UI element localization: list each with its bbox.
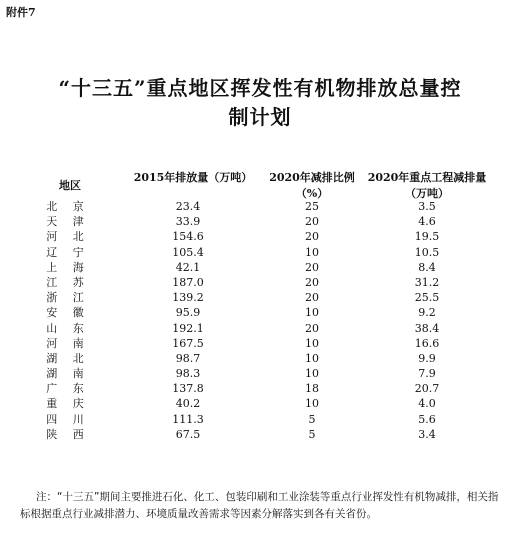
region-cell: 安 徽 — [46, 306, 90, 320]
region-cell: 辽 宁 — [46, 245, 90, 259]
reduction-ratio-cell: 20 — [305, 291, 319, 305]
emission-2015-cell: 105.4 — [172, 245, 204, 259]
region-cell: 上 海 — [46, 260, 90, 274]
emission-2015-cell: 137.8 — [172, 382, 204, 396]
table-row — [0, 305, 520, 320]
project-reduction-cell: 16.6 — [414, 336, 440, 350]
table-row — [0, 396, 520, 411]
reduction-ratio-cell: 18 — [305, 382, 319, 396]
region-cell: 江 苏 — [46, 275, 90, 289]
table-row — [0, 199, 520, 214]
project-reduction-cell: 31.2 — [414, 275, 440, 289]
region-cell: 山 东 — [46, 321, 90, 335]
annex-label: 附件7 — [6, 6, 36, 19]
emission-2015-cell: 139.2 — [172, 291, 204, 305]
emission-2015-cell: 111.3 — [172, 412, 204, 426]
emission-2015-cell: 98.7 — [175, 351, 201, 365]
emission-2015-cell: 33.9 — [175, 215, 201, 229]
reduction-ratio-cell: 10 — [305, 367, 319, 381]
project-reduction-cell: 19.5 — [414, 230, 440, 244]
table-row — [0, 245, 520, 260]
reduction-ratio-cell: 20 — [305, 230, 319, 244]
emission-2015-cell: 67.5 — [175, 427, 201, 441]
page-title-line-1: “十三五”重点地区挥发性有机物排放总量控 — [58, 76, 462, 100]
table-row — [0, 412, 520, 427]
table-row — [0, 336, 520, 351]
emission-2015-cell: 98.3 — [175, 367, 201, 381]
reduction-ratio-cell: 20 — [305, 215, 319, 229]
region-cell: 陕 西 — [46, 427, 90, 441]
header-key-project-reduction-2020: 2020年重点工程减排量（万吨） — [367, 171, 487, 200]
table-row — [0, 290, 520, 305]
emission-2015-cell: 187.0 — [172, 275, 204, 289]
reduction-ratio-cell: 10 — [305, 245, 319, 259]
project-reduction-cell: 10.5 — [414, 245, 440, 259]
emission-2015-cell: 192.1 — [172, 321, 204, 335]
reduction-ratio-cell: 10 — [305, 397, 319, 411]
table-row — [0, 321, 520, 336]
emission-2015-cell: 40.2 — [175, 397, 201, 411]
table-row — [0, 427, 520, 442]
project-reduction-cell: 4.0 — [418, 397, 436, 411]
table-row — [0, 351, 520, 366]
reduction-ratio-cell: 5 — [308, 427, 316, 441]
reduction-ratio-cell: 5 — [308, 412, 316, 426]
page-title-line-2: 制计划 — [228, 105, 292, 129]
reduction-ratio-cell: 20 — [305, 275, 319, 289]
project-reduction-cell: 20.7 — [414, 382, 440, 396]
reduction-ratio-cell: 25 — [305, 200, 319, 213]
reduction-ratio-cell: 20 — [305, 260, 319, 274]
project-reduction-cell: 3.5 — [418, 200, 436, 213]
header-region: 地区 — [59, 179, 81, 192]
emission-2015-cell: 42.1 — [175, 260, 201, 274]
table-row — [0, 260, 520, 275]
region-cell: 重 庆 — [46, 397, 90, 411]
reduction-ratio-cell: 20 — [305, 321, 319, 335]
table-row — [0, 381, 520, 396]
reduction-ratio-cell: 10 — [305, 336, 319, 350]
region-cell: 四 川 — [46, 412, 90, 426]
header-emission-2015: 2015年排放量（万吨） — [133, 171, 253, 184]
emission-2015-cell: 167.5 — [172, 336, 204, 350]
project-reduction-cell: 5.6 — [418, 412, 436, 426]
table-row — [0, 214, 520, 229]
project-reduction-cell: 38.4 — [414, 321, 440, 335]
project-reduction-cell: 9.2 — [418, 306, 436, 320]
table-row — [0, 229, 520, 244]
project-reduction-cell: 8.4 — [418, 260, 436, 274]
emission-2015-cell: 95.9 — [175, 306, 201, 320]
region-cell: 浙 江 — [46, 291, 90, 305]
emission-2015-cell: 23.4 — [175, 200, 201, 213]
project-reduction-cell: 3.4 — [418, 427, 436, 441]
project-reduction-cell: 4.6 — [418, 215, 436, 229]
reduction-ratio-cell: 10 — [305, 351, 319, 365]
region-cell: 广 东 — [46, 382, 90, 396]
table-row — [0, 275, 520, 290]
project-reduction-cell: 9.9 — [418, 351, 436, 365]
region-cell: 湖 南 — [46, 367, 90, 381]
data-table — [0, 199, 520, 442]
region-cell: 北 京 — [46, 200, 90, 213]
region-cell: 河 南 — [46, 336, 90, 350]
table-row — [0, 366, 520, 381]
reduction-ratio-cell: 10 — [305, 306, 319, 320]
project-reduction-cell: 25.5 — [414, 291, 440, 305]
header-reduction-ratio-2020: 2020年减排比例（%） — [269, 171, 355, 200]
region-cell: 天 津 — [46, 215, 90, 229]
emission-2015-cell: 154.6 — [172, 230, 204, 244]
region-cell: 河 北 — [46, 230, 90, 244]
region-cell: 湖 北 — [46, 351, 90, 365]
project-reduction-cell: 7.9 — [418, 367, 436, 381]
footnote: 注：“十三五”期间主要推进石化、化工、包装印刷和工业涂装等重点行业挥发性有机物减排，相关指标根据重点行业减排潜力、环境质量改善需求等因素分解落实到各有关省份。 — [20, 491, 499, 520]
